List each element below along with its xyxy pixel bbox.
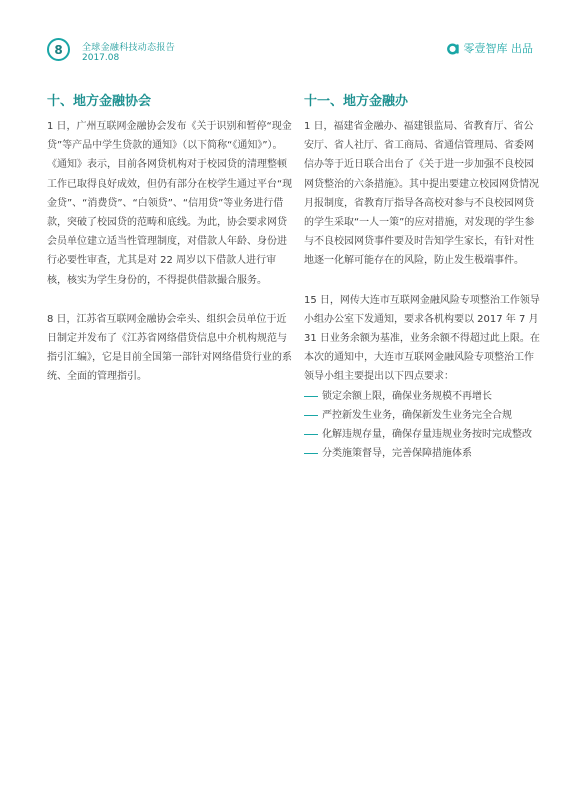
page-number-badge: 8 bbox=[47, 38, 70, 61]
list-item bbox=[304, 387, 540, 406]
list-item-text: 锁定余额上限，确保业务规模不再增长 bbox=[322, 390, 492, 402]
paragraph: 15 日，网传大连市互联网金融风险专项整治工作领导小组办公室下发通知，要求各机构要以 2017 年 7 月 31 日业务余额为基准，业务余额不得超过此上限。在本次的通知中，大连市互联网金融风险专项整治工作领导小组主要提出以下四点要求： bbox=[304, 294, 540, 383]
brand-text: 零壹智库 出品 bbox=[463, 42, 533, 55]
brand bbox=[447, 40, 534, 56]
list-item bbox=[304, 444, 540, 463]
paragraph: 8 日，江苏省互联网金融协会牵头、组织会员单位于近日制定并发布了《江苏省网络借贷信息中介机构规范与指引汇编》，它是目前全国第一部针对网络借贷行业的系统、全面的管理指引。 bbox=[47, 313, 292, 383]
list-item-text: 化解违规存量，确保存量违规业务按时完成整改 bbox=[322, 429, 532, 441]
report-date: 2017.08 bbox=[82, 53, 120, 63]
right-column bbox=[304, 93, 540, 463]
dash-icon bbox=[304, 415, 318, 416]
page-header bbox=[0, 0, 578, 80]
section-heading-local-finance-association: 十、地方金融协会 bbox=[47, 94, 152, 109]
requirements-list bbox=[304, 387, 540, 464]
dash-icon bbox=[304, 396, 318, 397]
dash-icon bbox=[304, 453, 318, 454]
paragraph: 1 日，广州互联网金融协会发布《关于识别和暂停“现金贷”等产品中学生贷款的通知》（以下简称“《通知》”）。《通知》表示，目前各网贷机构对于校园贷的清理整顿工作已取得良好成效，但仍有部分在校学生通过平台“现金贷”、“消费贷”、“白领贷”、“信用贷”等业务进行借款，突破了校园贷的范畴和底线。为此，协会要求网贷会员单位建立适当性管理制度，对借款人年龄、身份进行必要性审查，尤其是对 22 周岁以下借款人进行审核，核实为学生身份的，不得提供借款撮合服务。 bbox=[47, 121, 293, 286]
list-item bbox=[304, 406, 540, 425]
brand-logo-icon bbox=[447, 42, 460, 55]
list-item-text: 严控新发生业务，确保新发生业务完全合规 bbox=[322, 409, 512, 421]
paragraph: 1 日，福建省金融办、福建银监局、省教育厅、省公安厅、省人社厅、省工商局、省通信管理局、省委网信办等于近日联合出台了《关于进一步加强不良校园网贷整治的六条措施》。其中提出要建立校园网贷情况月报制度，省教育厅指导各高校对参与不良校园网贷的学生采取“一人一策”的应对措施，对发现的学生参与不良校园网贷事件要及时告知学生家长，有针对性地逐一化解可能存在的风险，防止发生极端事件。 bbox=[304, 121, 539, 267]
report-title: 全球金融科技动态报告 bbox=[82, 43, 176, 53]
list-item-text: 分类施策督导，完善保障措施体系 bbox=[322, 448, 472, 460]
dash-icon bbox=[304, 434, 318, 435]
list-item bbox=[304, 425, 540, 444]
left-column bbox=[47, 93, 293, 387]
section-heading-local-finance-office: 十一、地方金融办 bbox=[304, 94, 409, 109]
